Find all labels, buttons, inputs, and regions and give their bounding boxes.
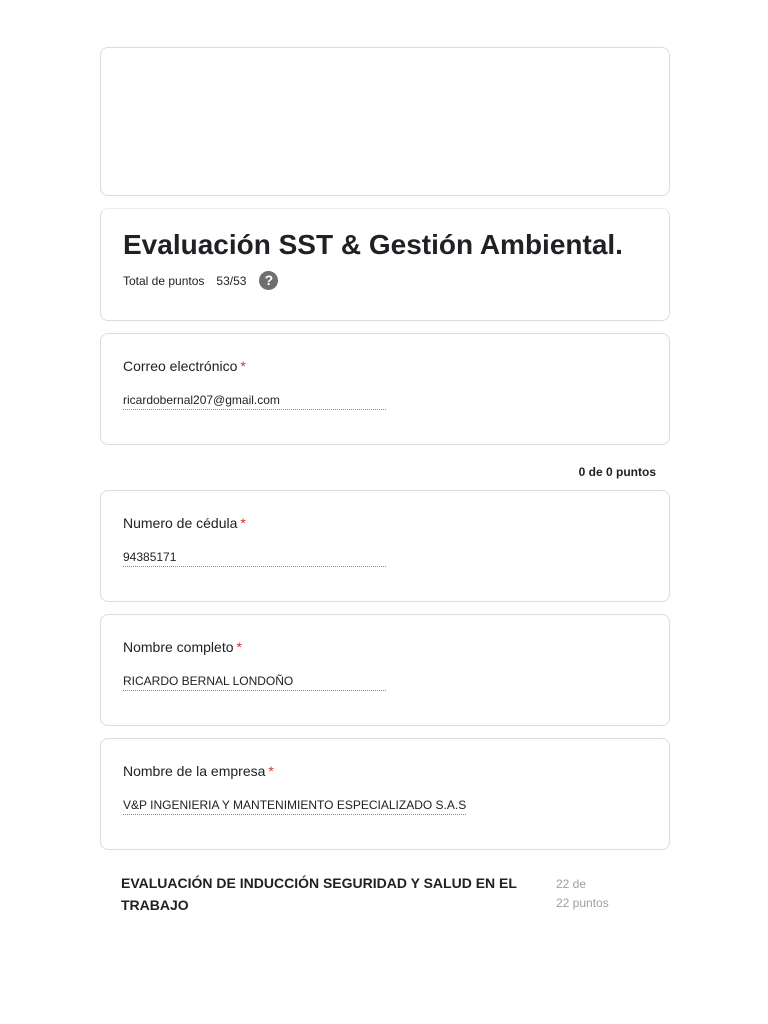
question-label: Nombre de la empresa * (123, 763, 274, 779)
answer-email: ricardobernal207@gmail.com (123, 393, 386, 410)
section-points: 0 de 0 puntos (578, 465, 656, 479)
required-asterisk: * (240, 358, 246, 374)
total-points-row (123, 271, 278, 290)
form-title: Evaluación SST & Gestión Ambiental. (123, 229, 623, 260)
form-title-card (100, 208, 670, 321)
total-points-label: Total de puntos (123, 273, 205, 288)
section-score-line2: 22 puntos (556, 896, 609, 910)
question-card-cedula (100, 490, 670, 602)
required-asterisk: * (268, 763, 274, 779)
answer-nombre: RICARDO BERNAL LONDOÑO (123, 674, 386, 691)
question-card-email (100, 333, 670, 445)
section-title: EVALUACIÓN DE INDUCCIÓN SEGURIDAD Y SALUD EN EL TRABAJO (121, 875, 517, 913)
answer-empresa: V&P INGENIERIA Y MANTENIMIENTO ESPECIALIZADO S.A.S (123, 798, 466, 815)
required-asterisk: * (240, 515, 246, 531)
total-points-value: 53/53 (216, 273, 247, 288)
help-glyph: ? (264, 272, 274, 288)
answer-cedula: 94385171 (123, 550, 386, 567)
help-circle-icon[interactable] (259, 271, 278, 290)
section-score (556, 875, 609, 913)
question-label: Numero de cédula * (123, 515, 246, 531)
header-image-card (100, 47, 670, 196)
question-label: Correo electrónico * (123, 358, 246, 374)
question-label: Nombre completo * (123, 639, 242, 655)
section-score-line1: 22 de (556, 877, 587, 891)
question-card-empresa (100, 738, 670, 850)
required-asterisk: * (236, 639, 242, 655)
question-card-nombre (100, 614, 670, 726)
